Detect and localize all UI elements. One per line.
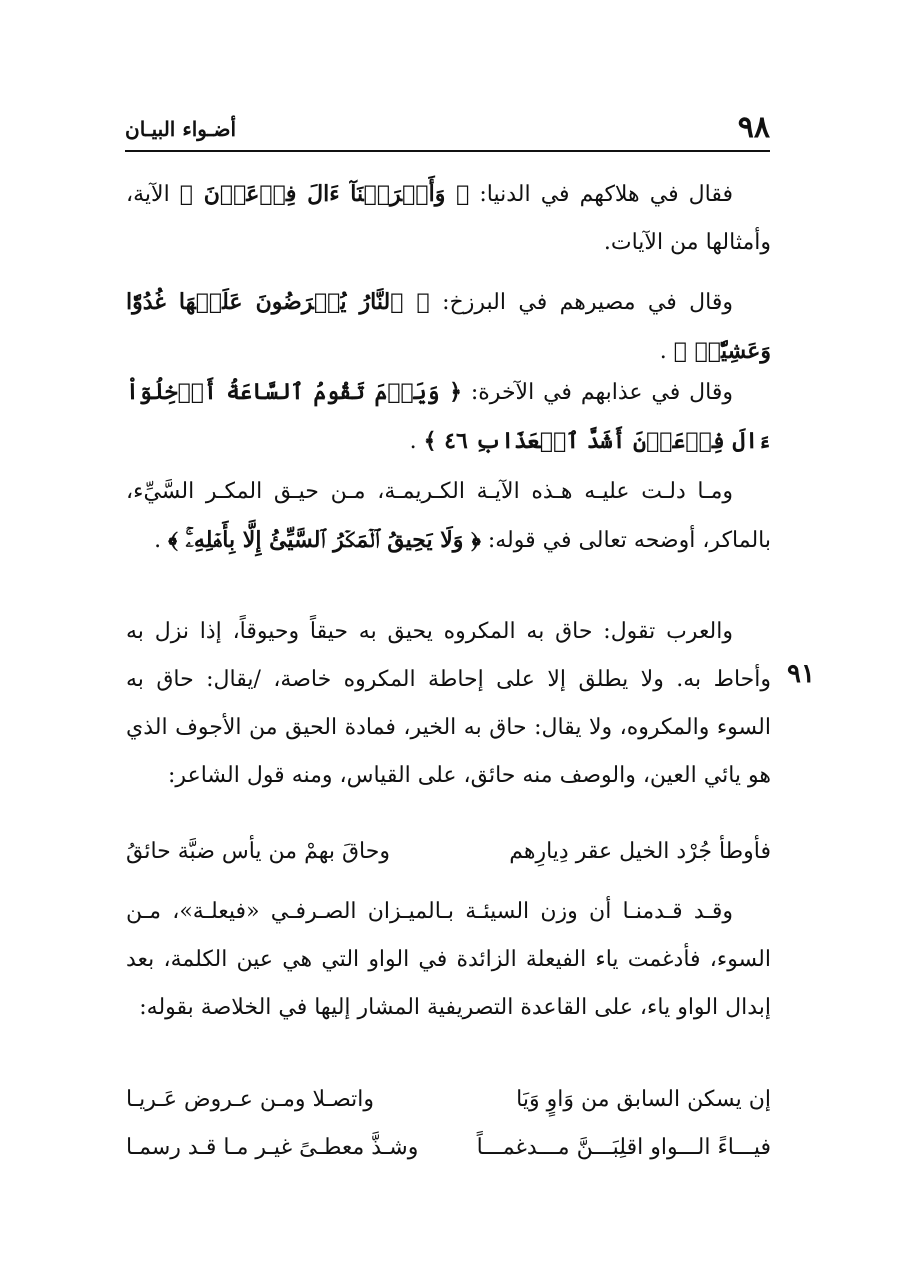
verse-first-hemistich: فيـــاءً الـــواو اقلِبَـــنَّ مـــدغمـــاً xyxy=(476,1135,771,1160)
quran-quote: ﴿ وَيَوۡمَ تَقُومُ ٱلسَّاعَةُ أَدۡخِلُوٓاْ ءَالَ فِرۡعَوۡنَ أَشَدَّ ٱلۡعَذَابِ ٤٦ ﴾ xyxy=(126,379,771,454)
verse-first-hemistich: إن يسكن السابق من وَاوٍ وَيَا xyxy=(516,1087,771,1112)
paragraph-5 xyxy=(126,608,771,800)
header-rule xyxy=(125,150,770,152)
verse-second-hemistich: وحاقَ بهمْ من يأس ضبَّة حائقُ xyxy=(126,839,390,864)
paragraph-text: فقال في هلاكهم في الدنيا: xyxy=(469,182,734,207)
paragraph-6 xyxy=(126,888,771,1032)
poetry-verse xyxy=(126,1124,771,1172)
verse-first-hemistich: فأوطأ جُرْد الخيل عقر دِيارِهم xyxy=(509,839,771,864)
poetry-verse xyxy=(126,1076,771,1124)
paragraph-text: . xyxy=(659,339,674,364)
verse-second-hemistich: واتصـلا ومـن عـروض عَـريـا xyxy=(126,1087,375,1112)
quran-quote: ﴿ ٱلنَّارُ يُعۡرَضُونَ عَلَيۡهَا غُدُوّٗا وَعَشِيّٗاۚ ﴾ xyxy=(126,289,771,364)
paragraph-text: . xyxy=(154,528,169,553)
paragraph-text: وقال في عذابهم في الآخرة: xyxy=(461,380,733,405)
quran-quote: ﴿ وَأَغۡرَقۡنَآ ءَالَ فِرۡعَوۡنَ ﴾ xyxy=(179,181,470,207)
paragraph-text: وقـد قـدمنـا أن وزن السيئـة بـالميـزان الصـرفـي «فيعلـة»، مـن السوء، فأدغمت ياء الفيعلة الزائدة في الواو التي هي عين الكلمة، بعد إبدال الواو ياء، على القاعدة التصريفية المشار إليها في الخلاصة بقوله: xyxy=(126,899,771,1020)
page-header xyxy=(125,108,770,148)
paragraph-text: والعرب تقول: حاق به المكروه يحيق به حيقاً وحيوقاً، إذا نزل به وأحاط به. ولا يطلق إلا على إحاطة المكروه خاصة، /يقال: حاق به السوء والمكروه، ولا يقال: حاق به الخير، فمادة الحيق من الأجوف الذي هو يائي العين، والوصف منه حائق، على القياس، ومنه قول الشاعر: xyxy=(126,619,771,788)
margin-reference-number: ٩١ xyxy=(787,659,815,689)
running-title: أضـواء البيـان xyxy=(125,117,237,141)
paragraph-1 xyxy=(126,170,771,267)
paragraph-3 xyxy=(126,368,771,466)
poetry-verse xyxy=(126,828,771,876)
quran-quote: ﴿ وَلَا يَحِيقُ ٱلۡمَكۡرُ ٱلسَّيِّئُ إِلَّا بِأَهۡلِهِۦۚ ﴾ xyxy=(168,527,481,553)
page-number: ٩٨ xyxy=(737,110,770,145)
paragraph-4 xyxy=(126,468,771,565)
paragraph-text: . xyxy=(409,429,424,454)
paragraph-text: ومـا دلـت عليـه هـذه الآيـة الكـريمـة، مـن حيـق المكـر السَّيِّء، بالماكر، أوضحه تعالى في قوله: xyxy=(126,479,771,553)
paragraph-text: الآية، وأمثالها من الآيات. xyxy=(126,182,771,255)
paragraph-2 xyxy=(126,278,771,376)
paragraph-text: وقال في مصيرهم في البرزخ: xyxy=(429,290,734,315)
verse-second-hemistich: وشـذَّ معطـىً غيـر مـا قـد رسمـا xyxy=(126,1135,419,1160)
